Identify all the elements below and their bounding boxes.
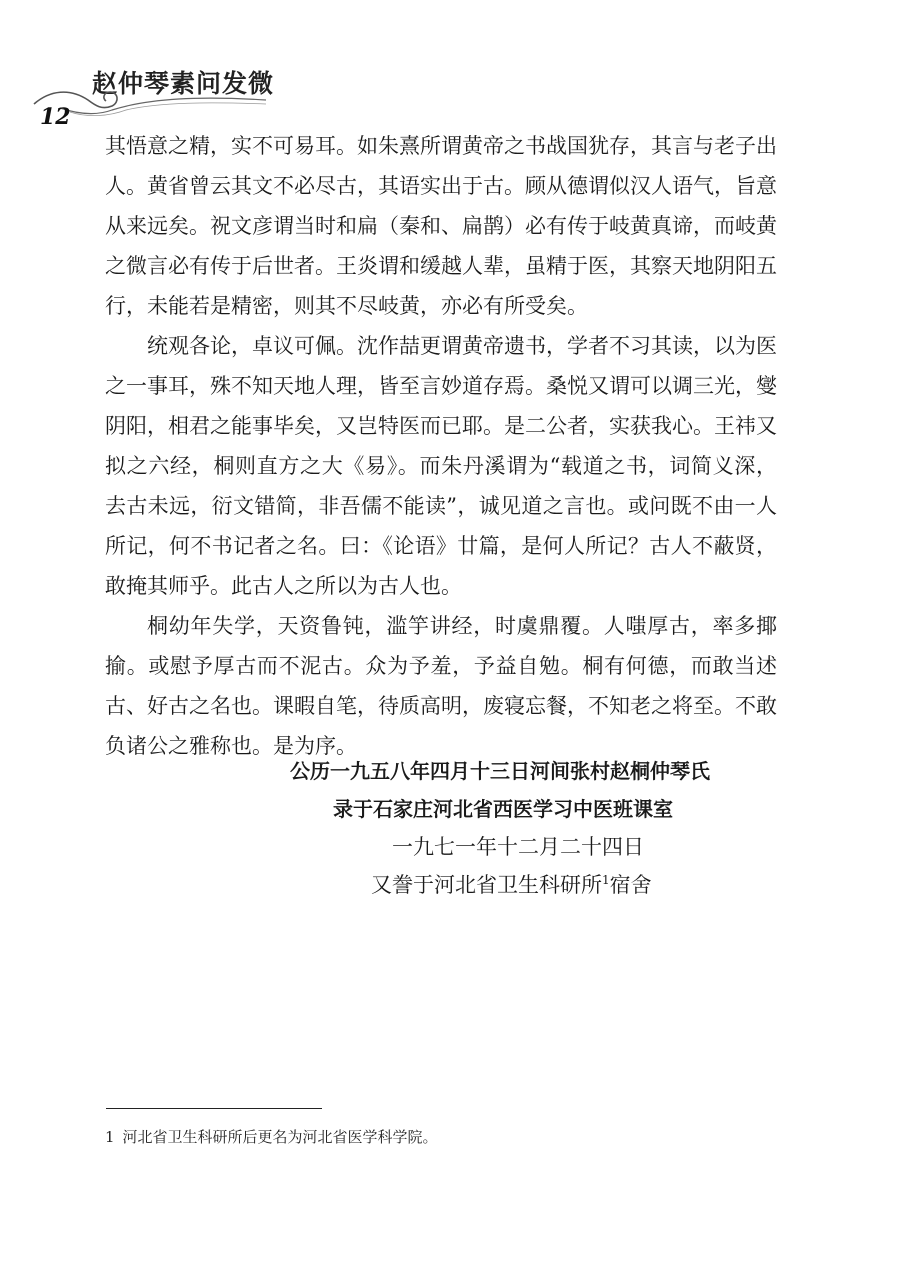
page-header [0,0,900,140]
book-title: 赵仲琴素问发微 [92,69,275,98]
footnote [105,1126,438,1147]
paragraph-3: 桐幼年失学，天资鲁钝，滥竽讲经，时虞鼎覆。人嗤厚古，率多揶揄。或慰予厚古而不泥古。众为予羞，予益自勉。桐有何德，而敢当述古、好古之名也。课暇自笔，待质高明，废寝忘餐，不知老之将至。不敢负诸公之雅称也。是为序。 [105,614,777,758]
signature-line-3: 一九七一年十二月二十四日 [392,835,644,859]
footnote-text: 河北省卫生科研所后更名为河北省医学科学院。 [122,1128,438,1146]
signature-line-4-prefix: 又誊于河北省卫生科研所 [371,873,602,897]
page-number: 12 [40,104,71,130]
footnote-reference[interactable]: 1 [602,873,610,887]
signature-line-4 [105,866,825,904]
paragraph-2: 统观各论，卓议可佩。沈作喆更谓黄帝遗书，学者不习其读，以为医之一事耳，殊不知天地人理，皆至言妙道存焉。桑悦又谓可以调三光，燮阴阳，相君之能事毕矣，又岂特医而已耶。是二公者，实获我心。王祎又拟之六经，桐则直方之大《易》。而朱丹溪谓为“载道之书，词简义深，去古未远，衍文错简，非吾儒不能读”，诚见道之言也。或问既不由一人所记，何不书记者之名。曰：《论语》廿篇，是何人所记？古人不蔽贤，敢掩其师乎。此古人之所以为古人也。 [105,334,777,598]
signature-block [105,752,825,904]
footnote-marker: 1 [105,1128,115,1146]
body-text [105,126,777,766]
signature-line-1: 公历一九五八年四月十三日河间张村赵桐仲琴氏 [290,759,710,783]
paragraph-1: 其悟意之精，实不可易耳。如朱熹所谓黄帝之书战国犹存，其言与老子出人。黄省曾云其文不必尽古，其语实出于古。顾从德谓似汉人语气，旨意从来远矣。祝文彦谓当时和扁（秦和、扁鹊）必有传于岐黄真谛，而岐黄之微言必有传于后世者。王炎谓和缓越人辈，虽精于医，其察天地阴阳五行，未能若是精密，则其不尽岐黄，亦必有所受矣。 [105,134,777,318]
footnote-divider [106,1108,322,1109]
signature-line-4-suffix: 宿舍 [609,873,652,897]
signature-line-2: 录于石家庄河北省西医学习中医班课室 [333,797,673,821]
